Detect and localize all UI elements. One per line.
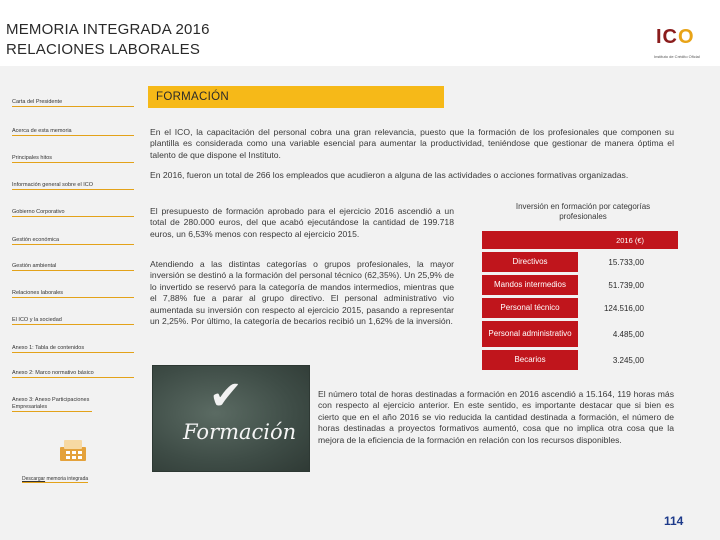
sidebar-item-gestion-economica[interactable]: Gestión económica	[12, 237, 134, 245]
table-row	[482, 252, 678, 272]
row-category: Personal administrativo	[482, 321, 578, 347]
row-value: 15.733,00	[608, 257, 644, 267]
document-title	[6, 20, 210, 60]
formacion-chalkboard-image	[152, 365, 310, 472]
chalkboard-word: Formación	[183, 420, 297, 444]
investment-table	[482, 231, 678, 370]
sidebar-nav	[0, 66, 140, 540]
document-title-line2: RELACIONES LABORALES	[6, 41, 201, 58]
table-row	[482, 298, 678, 318]
ico-logo-mark: ICO	[656, 26, 695, 48]
ico-logo-subtitle: Instituto de Crédito Oficial	[654, 54, 700, 59]
row-value: 51.739,00	[608, 280, 644, 290]
table-row	[482, 350, 678, 370]
row-value: 3.245,00	[612, 355, 644, 365]
row-value: 4.485,00	[612, 329, 644, 339]
paragraph-horas: El número total de horas destinadas a formación en 2016 ascendió a 15.164, 119 horas más con respecto al ejercicio anterior. En este sentido, es importante destacar que si bien es cierto que en el año 2016 se vio reducida la cantidad destinada a formación, el número de horas destinadas a proyectos formativos aumentó, cosa que no implica otra cosa que la mejora de la eficiencia de la formación en relación con los recursos disponibles.	[318, 389, 674, 445]
table-row	[482, 321, 678, 347]
document-title-line1: MEMORIA INTEGRADA 2016	[6, 21, 210, 38]
table-row	[482, 275, 678, 295]
paragraph-categorias: Atendiendo a las distintas categorías o grupos profesionales, la mayor inversión se destinó a la formación del personal técnico (62,35%). Un 25,9% de lo invertido se reservó para la categoría de mandos intermedios, mientras que el 7,88% fue a parar al grupo directivo. El personal administrativo vio aumentada su inversión con respecto al ejercicio 2015, pasando a representar un 2,25%. Por último, la categoría de becarios recibió un 1,62% de la inversión.	[150, 259, 454, 327]
sidebar-item-gobierno-corporativo[interactable]: Gobierno Corporativo	[12, 209, 134, 217]
ico-logo	[652, 26, 714, 66]
sidebar-item-anexo-1[interactable]: Anexo 1: Tabla de contenidos	[12, 345, 134, 353]
row-category: Personal técnico	[482, 298, 578, 318]
sidebar-item-principales-hitos[interactable]: Principales hitos	[12, 155, 134, 163]
paragraph-capacitacion: En el ICO, la capacitación del personal cobra una gran relevancia, puesto que la formación de los profesionales que componen su plantilla es considerada como una variable esencial para aumentar la productividad, teniéndose que gestionar de manera óptima el talento de que dispone el Instituto.	[150, 127, 674, 160]
sidebar-item-anexo-2[interactable]: Anexo 2: Marco normativo básico	[12, 370, 134, 378]
sidebar-item-informacion-general[interactable]: Información general sobre el ICO	[12, 182, 134, 190]
sidebar-item-acerca-memoria[interactable]: Acerca de esta memoria	[12, 128, 134, 136]
checkmark-icon: ✔	[209, 374, 243, 418]
table-caption: Inversión en formación por categorías profesionales	[515, 202, 651, 221]
download-report-link[interactable]: Descargar memoria integrada	[22, 476, 89, 482]
sidebar-item-ico-sociedad[interactable]: El ICO y la sociedad	[12, 317, 134, 325]
row-category: Mandos intermedios	[482, 275, 578, 295]
row-category: Directivos	[482, 252, 578, 272]
calculator-icon	[58, 437, 88, 463]
sidebar-item-gestion-ambiental[interactable]: Gestión ambiental	[12, 263, 134, 271]
paragraph-empleados: En 2016, fueron un total de 266 los empleados que acudieron a alguna de las actividades o acciones formativas organizadas.	[150, 170, 629, 180]
page-header	[0, 0, 720, 66]
paragraph-presupuesto: El presupuesto de formación aprobado para el ejercicio 2016 ascendió a un total de 280.000 euros, del que acabó ejecutándose la cantidad de 199.718 euros, un 6,53% menos con respecto al ejercicio 2015.	[150, 206, 454, 239]
row-category: Becarios	[482, 350, 578, 370]
table-header	[482, 231, 678, 249]
sidebar-item-carta-presidente[interactable]: Carta del Presidente	[12, 99, 134, 107]
sidebar-item-anexo-3[interactable]: Anexo 3: Anexo Participaciones Empresariales	[12, 397, 92, 412]
sidebar-item-relaciones-laborales[interactable]: Relaciones laborales	[12, 290, 134, 298]
column-header-2016: 2016 (€)	[616, 236, 644, 245]
section-title: FORMACIÓN	[148, 86, 444, 108]
page-number: 114	[664, 514, 684, 528]
row-value: 124.516,00	[603, 303, 644, 313]
